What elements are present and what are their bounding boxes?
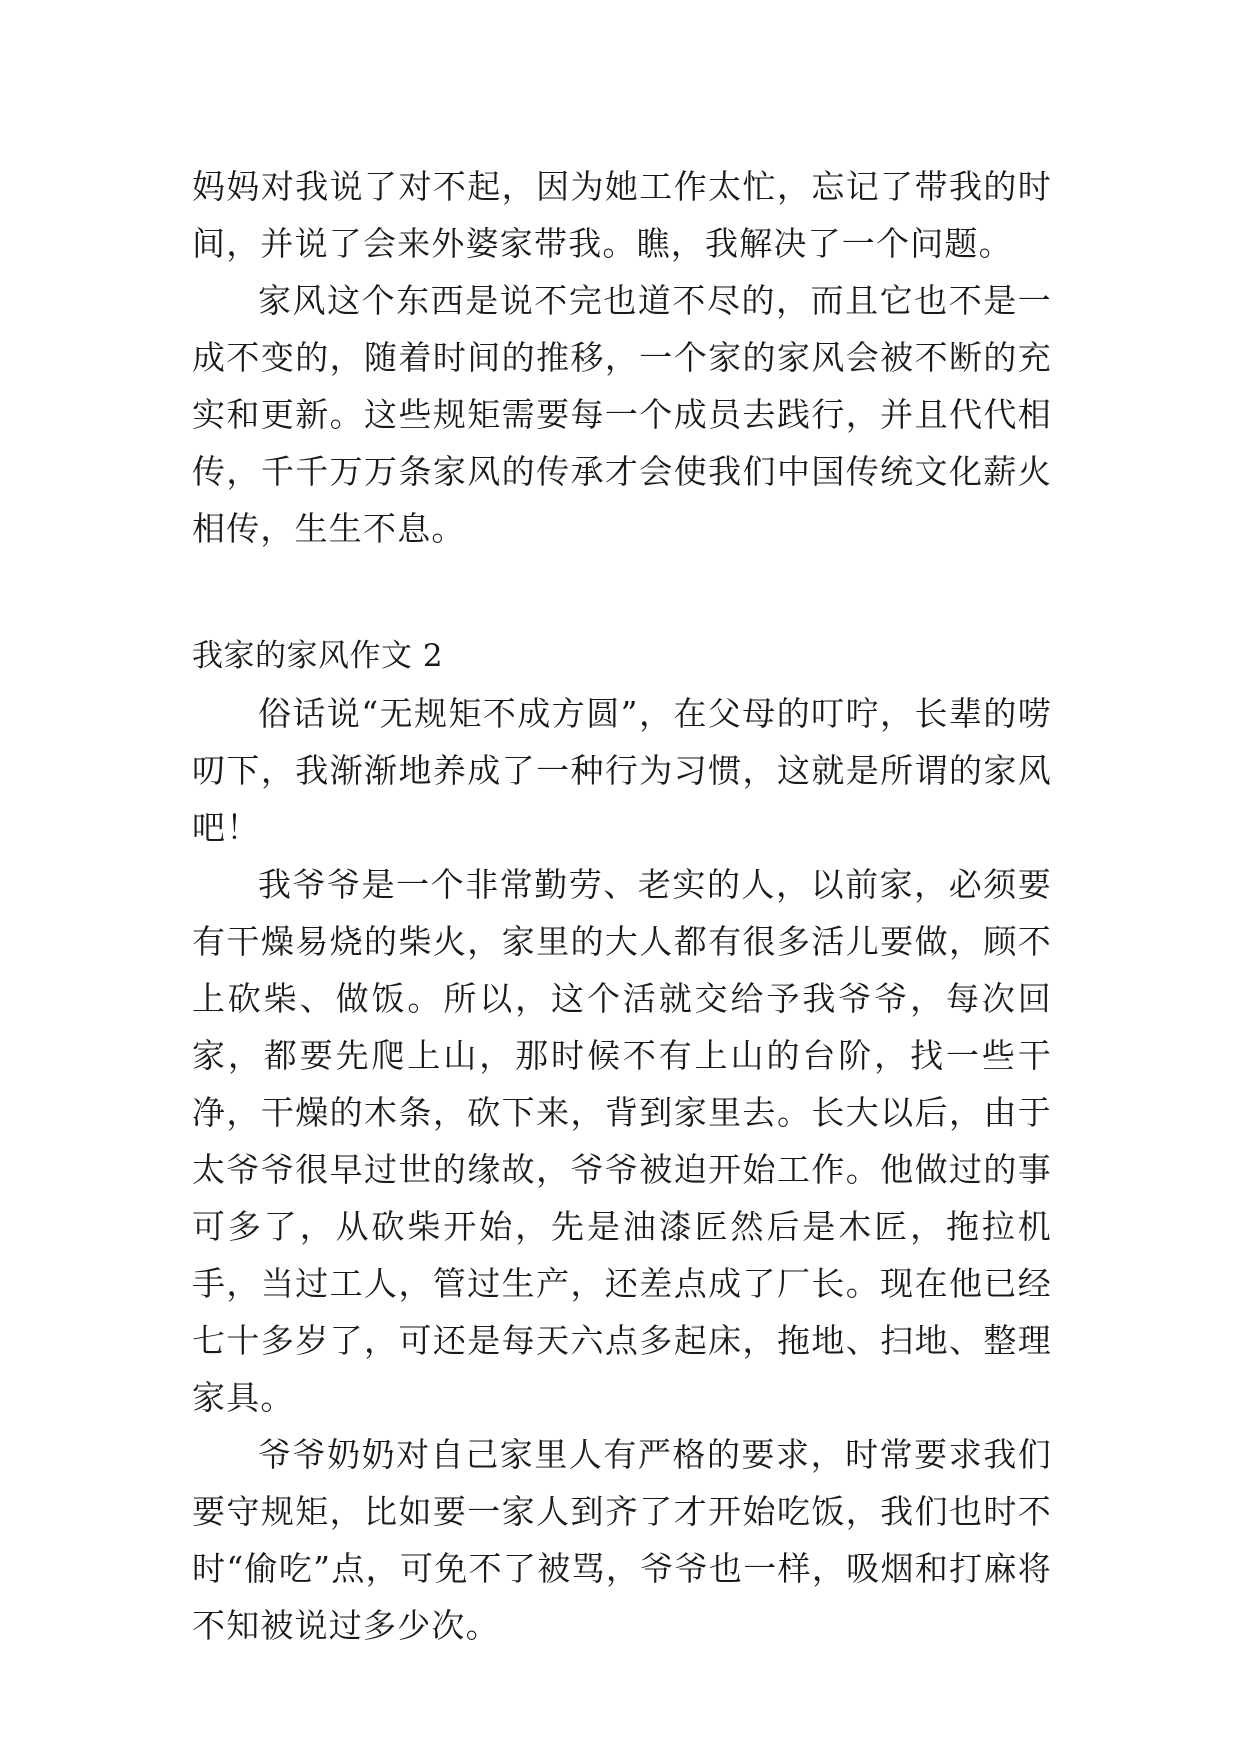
paragraph-grandparents-rules: 爷爷奶奶对自己家里人有严格的要求，时常要求我们要守规矩，比如要一家人到齐了才开始吃饭，我们也时不时“偷吃”点，可免不了被骂，爷爷也一样，吸烟和打麻将不知被说过多少次。 — [192, 1435, 1052, 1645]
section-spacer — [192, 557, 1052, 628]
paragraph-mother-apology: 妈妈对我说了对不起，因为她工作太忙，忘记了带我的时间，并说了会来外婆家带我。瞧，我解决了一个问题。 — [192, 167, 1052, 263]
paragraph-family-tradition-conclusion: 家风这个东西是说不完也道不尽的，而且它也不是一成不变的，随着时间的推移，一个家的家风会被不断的充实和更新。这些规矩需要每一个成员去践行，并且代代相传，千千万万条家风的传承才会使我们中国传统文化薪火相传，生生不息。 — [192, 281, 1052, 548]
paragraph-proverb-intro: 俗话说“无规矩不成方圆”，在父母的叮咛，长辈的唠叨下，我渐渐地养成了一种行为习惯，这就是所谓的家风吧！ — [192, 694, 1052, 847]
section-title: 我家的家风作文 2 — [192, 638, 444, 674]
paragraph-grandfather-story: 我爷爷是一个非常勤劳、老实的人，以前家，必须要有干燥易烧的柴火，家里的大人都有很多活儿要做，顾不上砍柴、做饭。所以，这个活就交给予我爷爷，每次回家，都要先爬上山，那时候不有上山的台阶，找一些干净，干燥的木条，砍下来，背到家里去。长大以后，由于太爷爷很早过世的缘故，爷爷被迫开始工作。他做过的事可多了，从砍柴开始，先是油漆匠然后是木匠，拖拉机手，当过工人，管过生产，还差点成了厂长。现在他已经七十多岁了，可还是每天六点多起床，拖地、扫地、整理家具。 — [192, 865, 1052, 1417]
document-body — [192, 158, 1052, 1654]
